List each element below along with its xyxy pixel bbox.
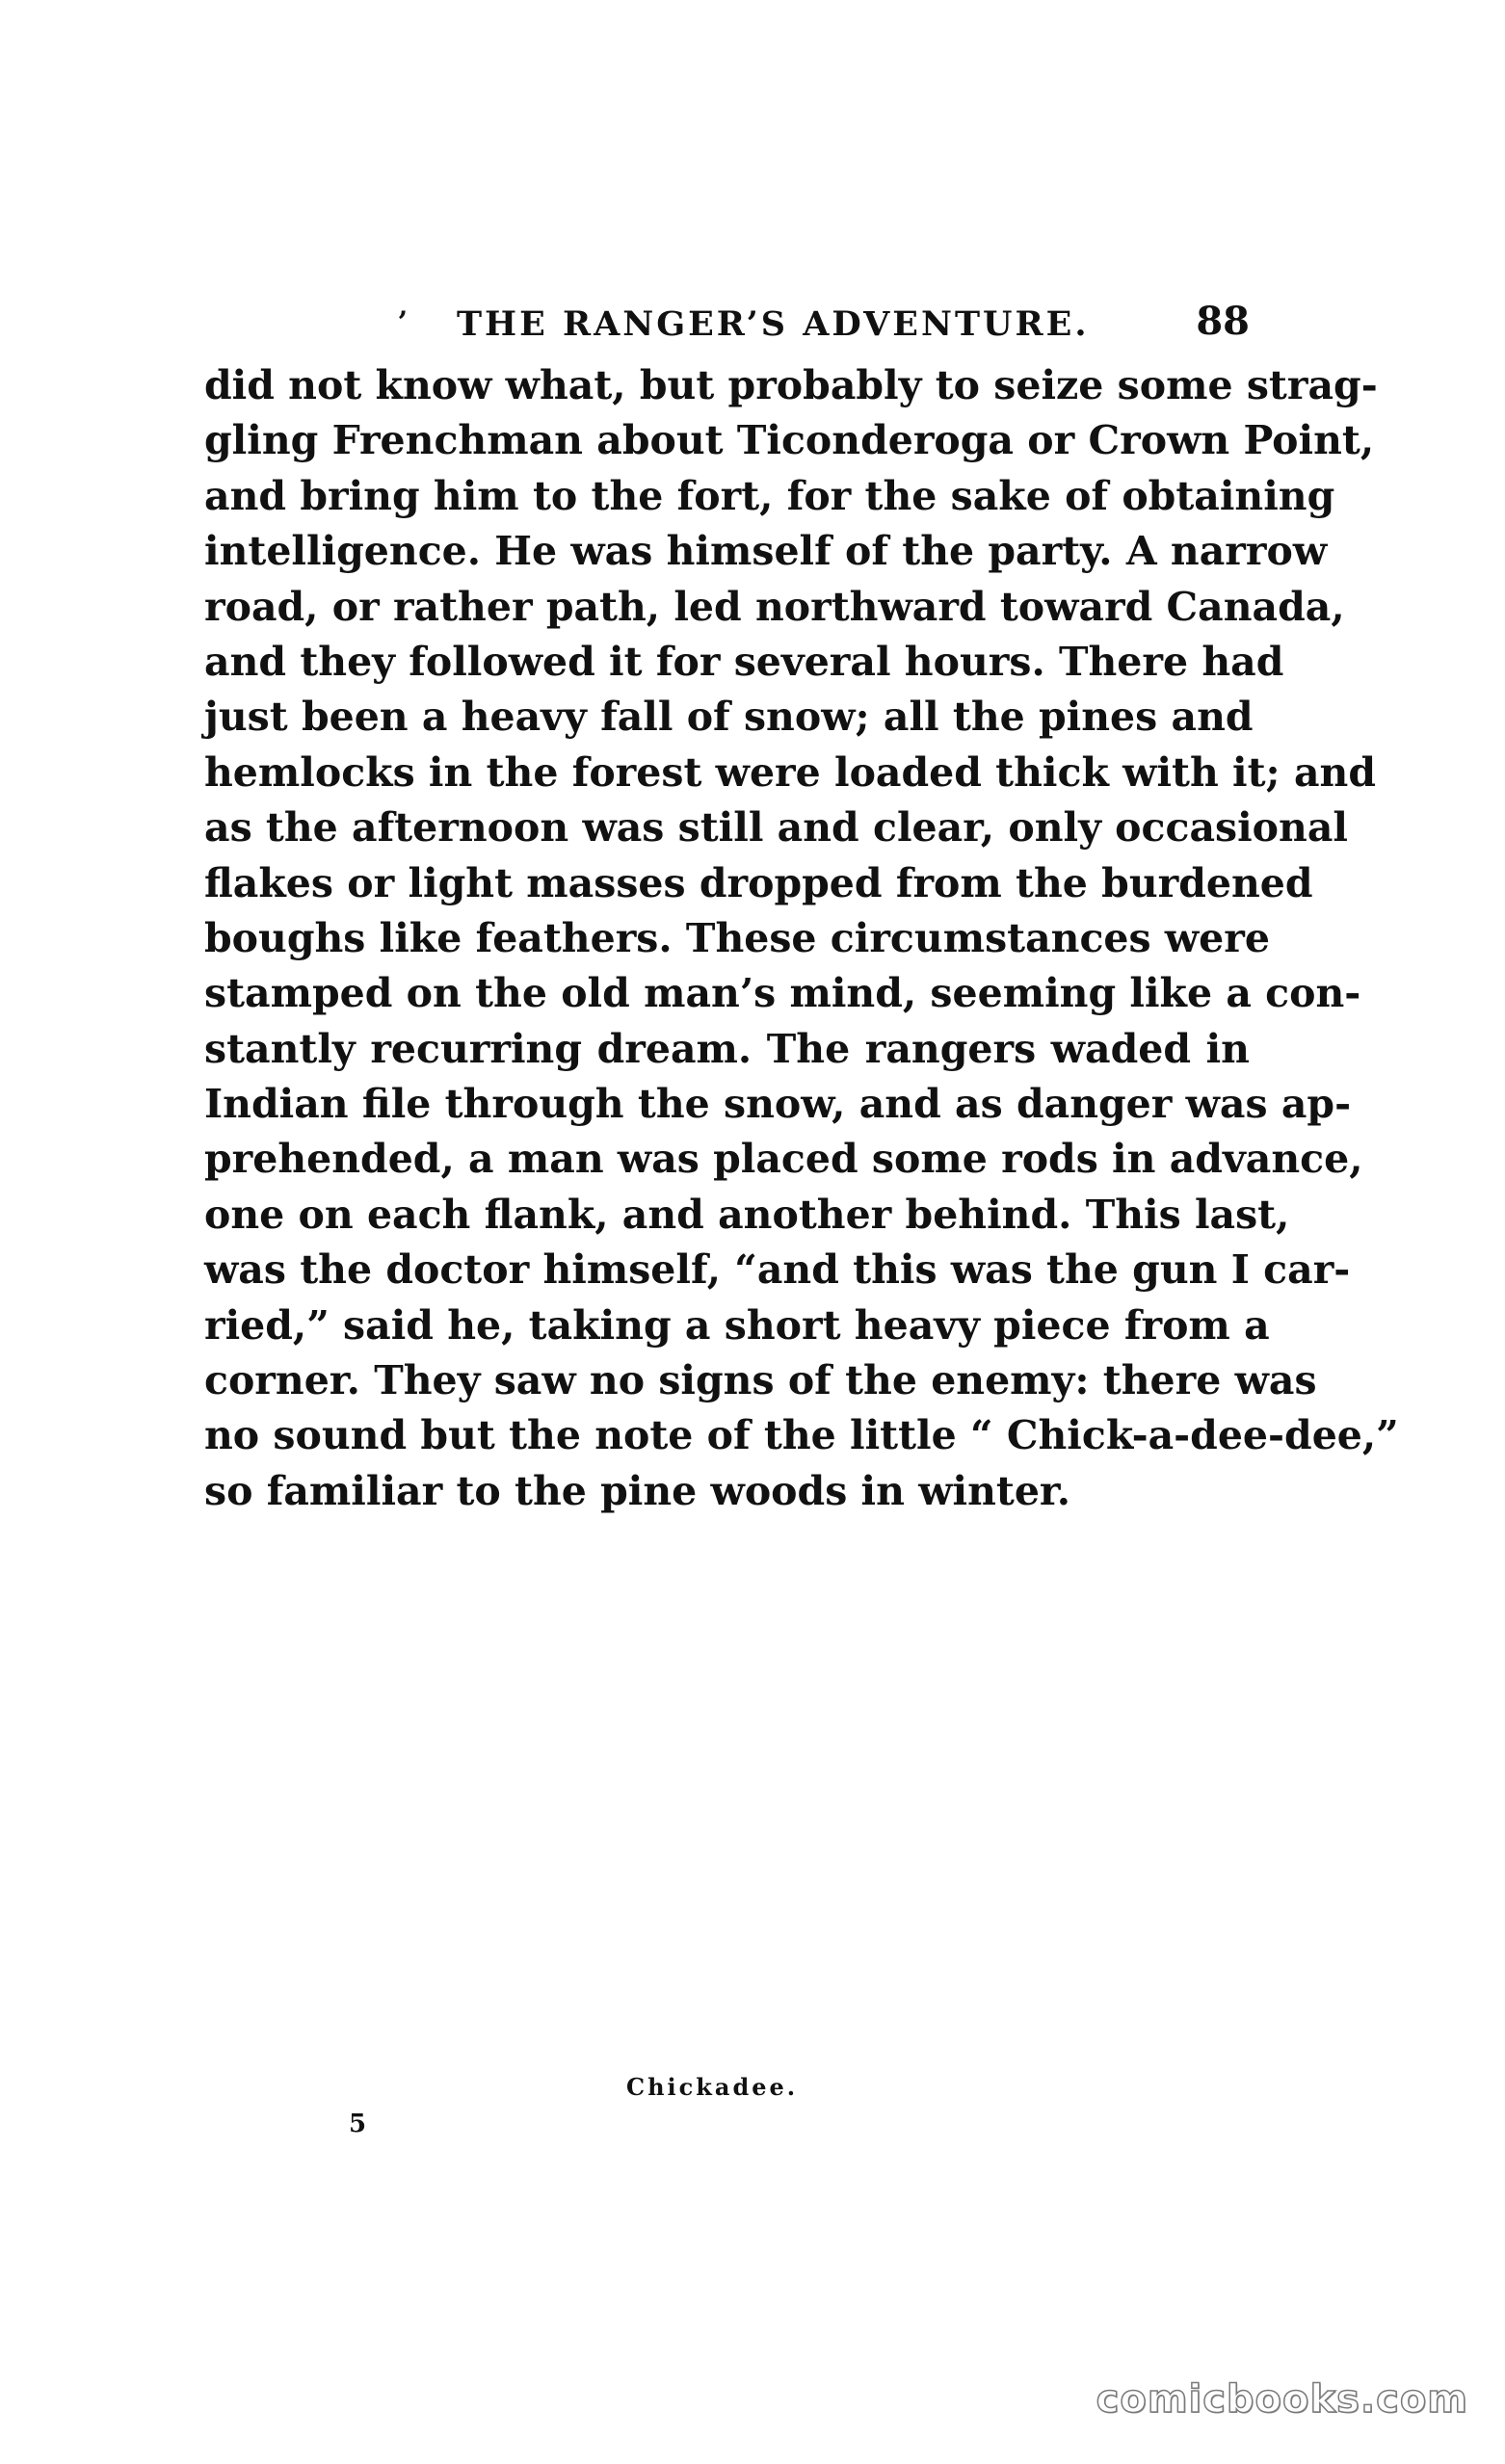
text-line: boughs like feathers. These circumstances were [204,914,1270,961]
page-number: 88 [1196,299,1250,344]
text-line: no sound but the note of the little “ Chick-a-dee-dee,” [204,1412,1399,1459]
text-line: Indian file through the snow, and as danger was ap- [204,1081,1352,1128]
text-line: road, or rather path, led northward toward Canada, [204,583,1345,630]
watermark: comicbooks.com [1096,2377,1468,2422]
footnote-caption: Chickadee. [626,2073,799,2101]
text-line: so familiar to the pine woods in winter. [204,1467,1071,1514]
text-line: and bring him to the fort, for the sake of obtaining [204,472,1335,519]
text-line: ried,” said he, taking a short heavy piece from a [204,1301,1270,1349]
text-line: was the doctor himself, “and this was the gun I car- [204,1246,1351,1294]
text-line: prehended, a man was placed some rods in advance, [204,1136,1363,1183]
text-line: stantly recurring dream. The rangers waded in [204,1025,1250,1072]
text-line: one on each flank, and another behind. This last, [204,1191,1290,1238]
signature-mark: 5 [349,2110,367,2138]
text-line: hemlocks in the forest were loaded thick with it; and [204,748,1377,796]
text-line: did not know what, but probably to seize some strag- [204,362,1378,408]
text-line: and they followed it for several hours. There had [204,638,1284,685]
text-line: intelligence. He was himself of the party. A narrow [204,528,1328,575]
text-line: stamped on the old man’s mind, seeming like a con- [204,970,1361,1017]
text-line: gling Frenchman about Ticonderoga or Crown Point, [204,417,1375,464]
text-line: corner. They saw no signs of the enemy: there was [204,1357,1317,1404]
text-line: as the afternoon was still and clear, only occasional [204,804,1348,852]
body-paragraph [204,358,1399,1519]
running-head-mark: ʼ [397,306,408,340]
running-title: THE RANGER’S ADVENTURE. [457,304,1090,344]
text-line: flakes or light masses dropped from the burdened [204,859,1313,906]
text-line: just been a heavy fall of snow; all the pines and [204,694,1254,741]
running-head [204,299,1250,347]
